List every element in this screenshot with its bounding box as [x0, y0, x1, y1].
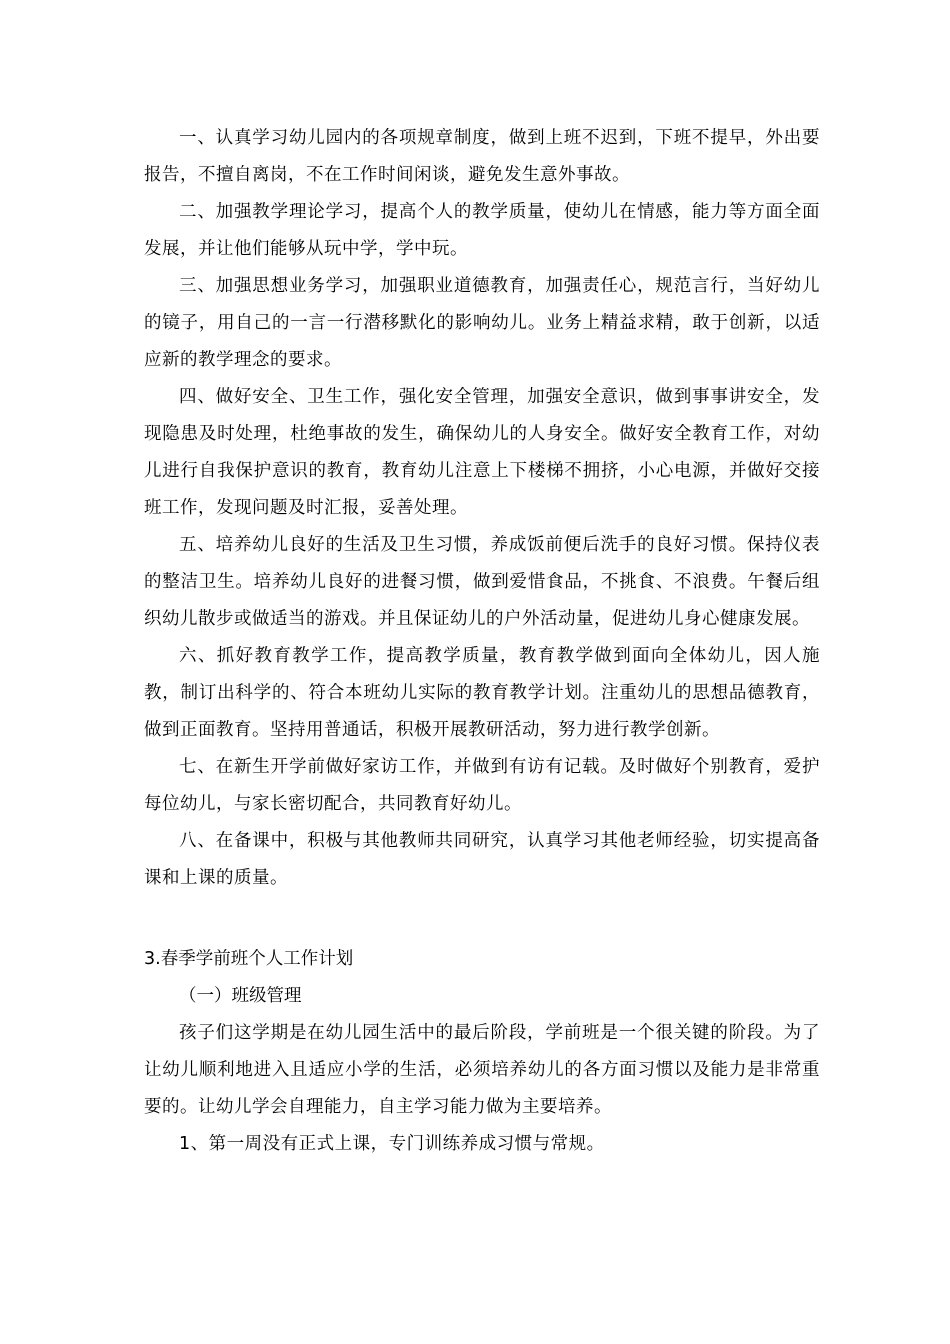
paragraph-teaching: 六、抓好教育教学工作，提高教学质量，教育教学做到面向全体幼儿，因人施教，制订出科学的、符合本班幼儿实际的教育教学计划。注重幼儿的思想品德教育，做到正面教育。坚持用普通话，积极开展教研活动，努力进行教学创新。: [144, 646, 820, 740]
paragraph-ethics: 三、加强思想业务学习，加强职业道德教育，加强责任心，规范言行，当好幼儿的镜子，用自己的一言一行潜移默化的影响幼儿。业务上精益求精，敢于创新，以适应新的教学理念的要求。: [144, 276, 820, 370]
paragraph-class-management: 孩子们这学期是在幼儿园生活中的最后阶段，学前班是一个很关键的阶段。为了让幼儿顺利地进入且适应小学的生活，必须培养幼儿的各方面习惯以及能力是非常重要的。让幼儿学会自理能力，自主学习能力做为主要培养。: [144, 1023, 820, 1117]
section-title: 3.春季学前班个人工作计划: [144, 949, 354, 969]
paragraph-safety: 四、做好安全、卫生工作，强化安全管理，加强安全意识，做到事事讲安全，发现隐患及时处理，杜绝事故的发生，确保幼儿的人身安全。做好安全教育工作，对幼儿进行自我保护意识的教育，教育幼儿注意上下楼梯不拥挤，小心电源，并做好交接班工作，发现问题及时汇报，妥善处理。: [144, 387, 820, 518]
paragraph-theory-study: 二、加强教学理论学习，提高个人的教学质量，使幼儿在情感，能力等方面全面发展，并让他们能够从玩中学，学中玩。: [144, 202, 820, 259]
section-subtitle: （一）班级管理: [179, 986, 302, 1006]
paragraph-lesson-prep: 八、在备课中，积极与其他教师共同研究，认真学习其他老师经验，切实提高备课和上课的质量。: [144, 831, 820, 888]
paragraph-hygiene: 五、培养幼儿良好的生活及卫生习惯，养成饭前便后洗手的良好习惯。保持仪表的整洁卫生。培养幼儿良好的进餐习惯，做到爱惜食品，不挑食、不浪费。午餐后组织幼儿散步或做适当的游戏。并且保证幼儿的户外活动量，促进幼儿身心健康发展。: [144, 535, 820, 629]
section-spacer: [144, 897, 820, 941]
document-page: [144, 120, 820, 1163]
paragraph-home-visit: 七、在新生开学前做好家访工作，并做到有访有记载。及时做好个别教育，爱护每位幼儿，与家长密切配合，共同教育好幼儿。: [144, 757, 820, 814]
paragraph-rules: 一、认真学习幼儿园内的各项规章制度，做到上班不迟到，下班不提早，外出要报告，不擅自离岗，不在工作时间闲谈，避免发生意外事故。: [144, 128, 820, 185]
paragraph-first-week: 1、第一周没有正式上课，专门训练养成习惯与常规。: [179, 1134, 605, 1154]
